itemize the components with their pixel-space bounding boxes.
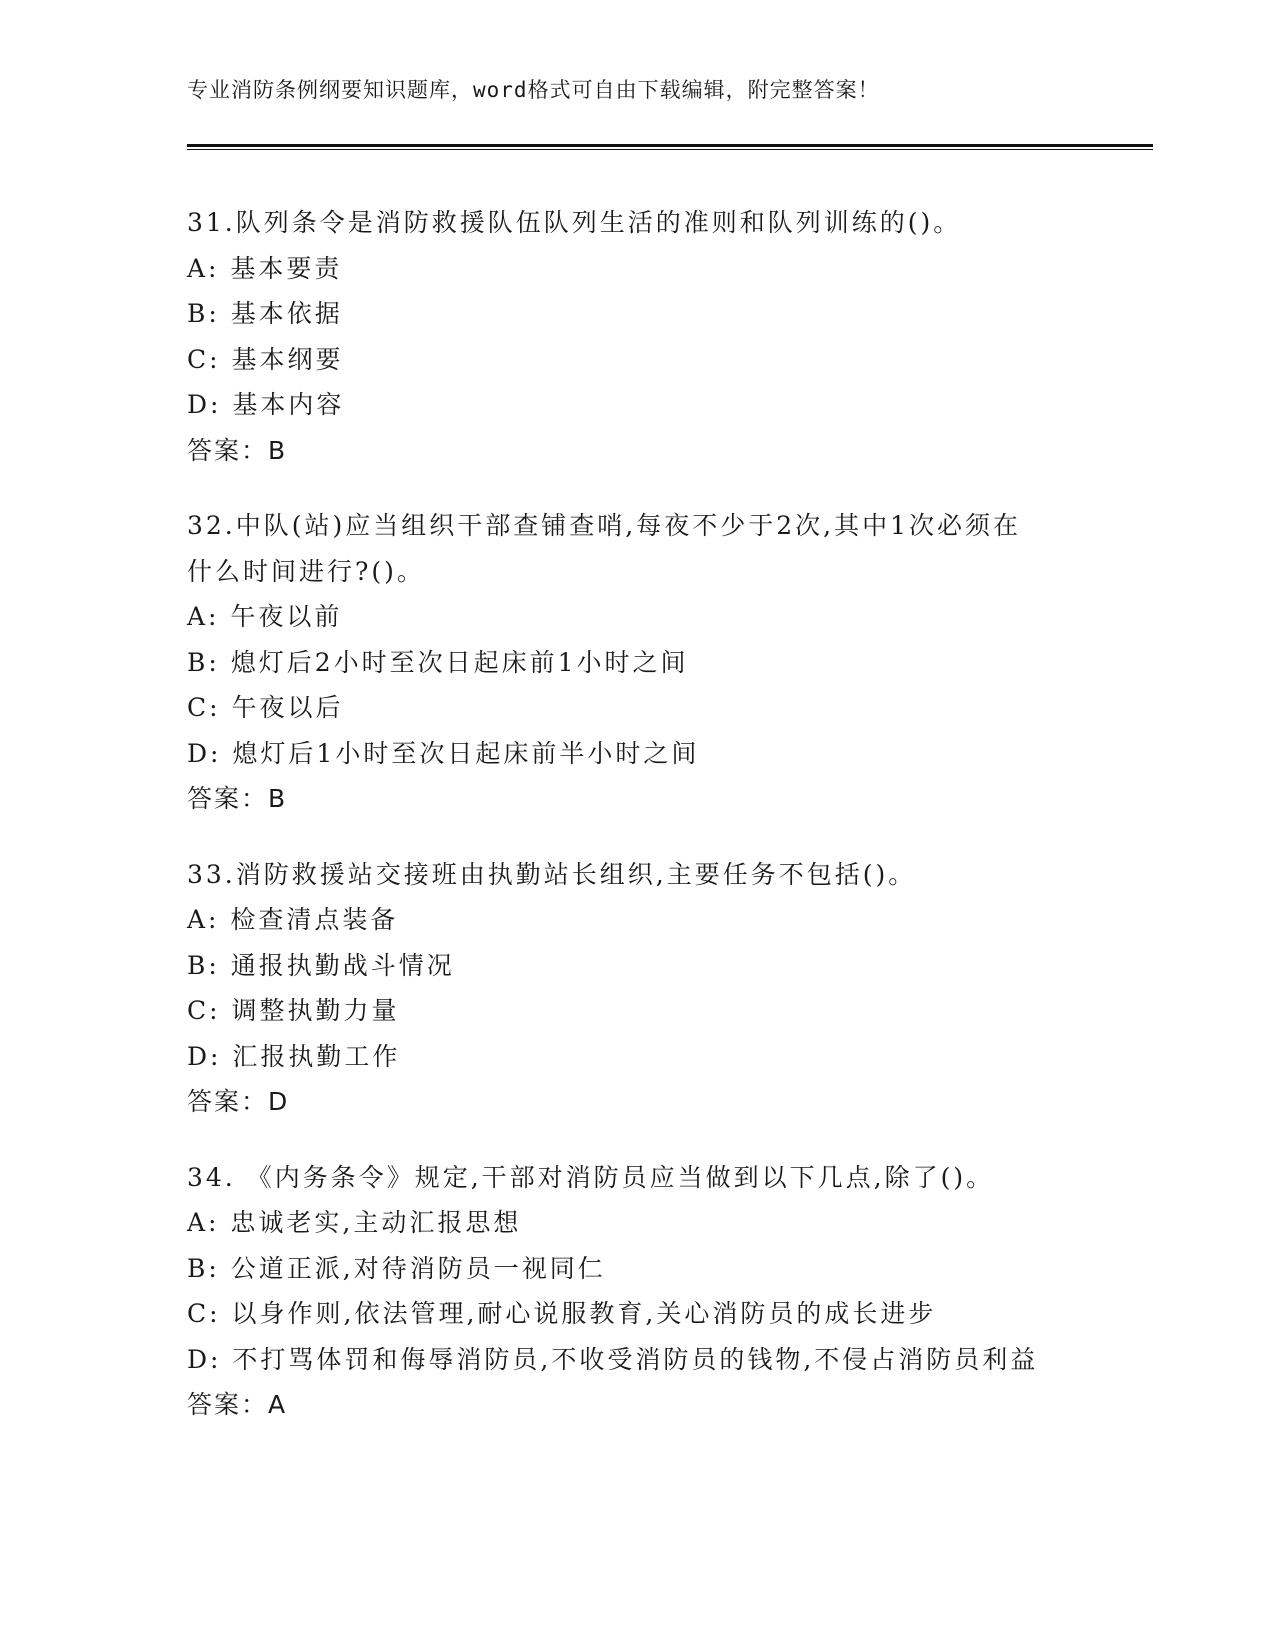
option-b: B: 通报执勤战斗情况 [187, 950, 455, 980]
option-a: A: 检查清点装备 [187, 905, 399, 934]
option-c: C: 调整执勤力量 [187, 996, 400, 1025]
option-b: B: 基本依据 [187, 299, 343, 328]
question-stem: 33.消防救援站交接班由执勤站长组织,主要任务不包括()。 [187, 859, 917, 889]
answer: 答案：B [187, 784, 288, 813]
question-stem: 32.中队(站)应当组织干部查铺查哨,每夜不少于2次,其中1次必须在 [187, 511, 1021, 540]
page-header: 专业消防条例纲要知识题库，word格式可自由下载编辑，附完整答案！ [187, 78, 880, 102]
question-33 [187, 852, 1087, 1125]
option-c: C: 基本纲要 [187, 344, 344, 374]
answer: 答案：D [187, 1087, 290, 1116]
question-32 [187, 503, 1087, 822]
option-a: A: 忠诚老实,主动汇报思想 [187, 1208, 522, 1237]
option-c: C: 以身作则,依法管理,耐心说服教育,关心消防员的成长进步 [187, 1299, 937, 1328]
question-31 [187, 200, 1087, 473]
question-list [187, 200, 1087, 1458]
option-c: C: 午夜以后 [187, 693, 344, 722]
option-d: D: 汇报执勤工作 [187, 1041, 401, 1071]
option-d: D: 不打骂体罚和侮辱消防员,不收受消防员的钱物,不侵占消防员利益 [187, 1344, 1039, 1374]
option-a: A: 午夜以前 [187, 602, 343, 631]
option-d: D: 熄灯后1小时至次日起床前半小时之间 [187, 738, 700, 768]
question-stem: 34. 《内务条令》规定,干部对消防员应当做到以下几点,除了()。 [187, 1162, 995, 1192]
answer: 答案：A [187, 1390, 288, 1419]
option-b: B: 熄灯后2小时至次日起床前1小时之间 [187, 647, 689, 677]
question-34 [187, 1155, 1087, 1428]
question-stem-continued: 什么时间进行?()。 [187, 556, 425, 586]
option-b: B: 公道正派,对待消防员一视同仁 [187, 1253, 606, 1283]
header-rule [187, 144, 1153, 150]
question-stem: 31.队列条令是消防救援队伍队列生活的准则和队列训练的()。 [187, 208, 962, 237]
answer: 答案：B [187, 435, 288, 465]
option-d: D: 基本内容 [187, 390, 345, 419]
option-a: A: 基本要责 [187, 253, 343, 283]
